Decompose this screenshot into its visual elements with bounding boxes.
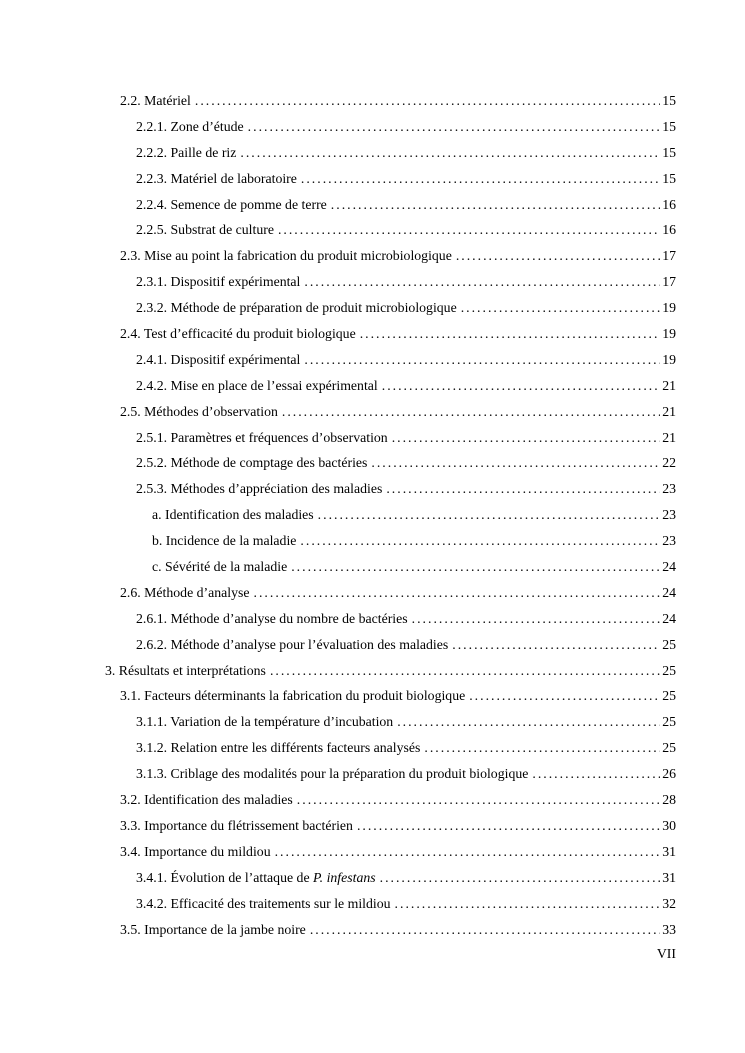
page-number-footer: VII: [656, 946, 676, 962]
toc-entry-title: 3.4. Importance du mildiou: [120, 843, 271, 859]
toc-entry-title: 2.6.1. Méthode d’analyse du nombre de bactéries: [136, 610, 408, 626]
toc-entry-title: 3.1.3. Criblage des modalités pour la préparation du produit biologique: [136, 766, 529, 782]
toc-entry-page-number: 31: [662, 869, 676, 885]
toc-entry-page-number: 21: [662, 377, 676, 393]
toc-entry-page-number: 26: [662, 766, 676, 782]
toc-dot-leader: [291, 554, 660, 580]
toc-entry: [105, 554, 676, 580]
toc-entry: [105, 865, 676, 891]
toc-dot-leader: [331, 192, 660, 218]
toc-entry-title: a. Identification des maladies: [152, 507, 314, 523]
toc-entry: [105, 580, 676, 606]
toc-entry-page-number: 17: [662, 274, 676, 290]
toc-dot-leader: [395, 891, 661, 917]
toc-dot-leader: [254, 580, 661, 606]
toc-entry-title: 2.2.1. Zone d’étude: [136, 118, 244, 134]
toc-entry-title: 2.2.4. Semence de pomme de terre: [136, 196, 327, 212]
toc-entry: [105, 632, 676, 658]
toc-dot-leader: [371, 450, 660, 476]
toc-entry-page-number: 21: [662, 403, 676, 419]
toc-entry-page-number: 25: [662, 740, 676, 756]
toc-entry: [105, 917, 676, 943]
toc-entry: [105, 839, 676, 865]
toc-entry-title: 2.2. Matériel: [120, 93, 191, 108]
toc-entry-title: 2.5. Méthodes d’observation: [120, 403, 278, 419]
toc-entry: [105, 425, 676, 451]
toc-dot-leader: [300, 528, 660, 554]
toc-dot-leader: [297, 787, 660, 813]
toc-entry: [105, 166, 676, 192]
toc-entry: [105, 399, 676, 425]
toc-entry: [105, 476, 676, 502]
toc-dot-leader: [275, 839, 661, 865]
toc-entry-title: 3.2. Identification des maladies: [120, 792, 293, 808]
toc-entry-title: 3.1.2. Relation entre les différents facteurs analysés: [136, 740, 421, 756]
toc-entry-title: 3.3. Importance du flétrissement bactérien: [120, 817, 353, 833]
toc-dot-leader: [469, 683, 660, 709]
toc-dot-leader: [304, 347, 660, 373]
toc-entry-page-number: 16: [662, 196, 676, 212]
toc-entry: [105, 658, 676, 684]
toc-entry: [105, 735, 676, 761]
toc-entry-page-number: 24: [662, 610, 676, 626]
toc-entry-title: 3.5. Importance de la jambe noire: [120, 921, 306, 937]
toc-entry-title: 2.3.1. Dispositif expérimental: [136, 274, 301, 290]
toc-entry-page-number: 22: [662, 455, 676, 471]
toc-entry-title: 2.2.5. Substrat de culture: [136, 222, 274, 238]
toc-dot-leader: [301, 166, 660, 192]
toc-entry-title: c. Sévérité de la maladie: [152, 559, 288, 575]
toc-entry-page-number: 19: [662, 351, 676, 367]
toc-entry: [105, 321, 676, 347]
toc-entry-title: 3.4.2. Efficacité des traitements sur le mildiou: [136, 895, 391, 911]
toc-entry-title: 2.2.3. Matériel de laboratoire: [136, 170, 297, 186]
toc-dot-leader: [318, 502, 661, 528]
toc-entry-title: 3.1. Facteurs déterminants la fabrication du produit biologique: [120, 688, 466, 704]
toc-entry: [105, 761, 676, 787]
toc-entry-page-number: 15: [662, 170, 676, 186]
toc-entry-page-number: 19: [662, 300, 676, 316]
toc-entry-title: 2.3.2. Méthode de préparation de produit microbiologique: [136, 300, 457, 316]
toc-entry-title: b. Incidence de la maladie: [152, 533, 297, 549]
toc-entry: [105, 891, 676, 917]
toc-entry-page-number: 21: [662, 429, 676, 445]
toc-entry-page-number: 25: [662, 714, 676, 730]
toc-entry: [105, 606, 676, 632]
toc-dot-leader: [392, 425, 661, 451]
toc-entry-page-number: 23: [662, 481, 676, 497]
toc-entry-page-number: 17: [662, 248, 676, 264]
toc-entry-title: 2.3. Mise au point la fabrication du produit microbiologique: [120, 248, 452, 264]
toc-dot-leader: [248, 114, 661, 140]
toc-entry-page-number: 15: [662, 93, 676, 108]
toc-entry-title: 3. Résultats et interprétations: [105, 662, 266, 678]
toc-dot-leader: [278, 217, 660, 243]
toc-entry-title: 2.4. Test d’efficacité du produit biologique: [120, 326, 356, 342]
toc-dot-leader: [310, 917, 660, 943]
toc-dot-leader: [382, 373, 660, 399]
toc-entry: [105, 450, 676, 476]
toc-entry: [105, 813, 676, 839]
toc-dot-leader: [397, 709, 660, 735]
toc-entry-title: 2.6.2. Méthode d’analyse pour l’évaluation des maladies: [136, 636, 449, 652]
toc-entry: [105, 140, 676, 166]
toc-dot-leader: [282, 399, 660, 425]
toc-dot-leader: [452, 632, 660, 658]
toc-entry: [105, 114, 676, 140]
toc-entry: [105, 192, 676, 218]
toc-entry-page-number: 19: [662, 326, 676, 342]
toc-entry-title: 2.2.2. Paille de riz: [136, 144, 237, 160]
toc-dot-leader: [380, 865, 661, 891]
toc-dot-leader: [304, 269, 660, 295]
toc-dot-leader: [195, 88, 660, 114]
toc-entry-page-number: 23: [662, 507, 676, 523]
toc-dot-leader: [270, 658, 660, 684]
toc-entry-page-number: 25: [662, 636, 676, 652]
toc-entry: [105, 528, 676, 554]
toc-entry-page-number: 33: [662, 921, 676, 937]
toc-entry: [105, 347, 676, 373]
toc-dot-leader: [456, 243, 660, 269]
toc-entry: [105, 88, 676, 114]
toc-dot-leader: [532, 761, 660, 787]
toc-list: [105, 88, 676, 942]
toc-entry-page-number: 15: [662, 118, 676, 134]
toc-dot-leader: [386, 476, 660, 502]
toc-entry-title: 2.5.1. Paramètres et fréquences d’observation: [136, 429, 388, 445]
toc-entry: [105, 373, 676, 399]
toc-entry-page-number: 30: [662, 817, 676, 833]
toc-entry-page-number: 16: [662, 222, 676, 238]
toc-entry-title: 2.4.1. Dispositif expérimental: [136, 351, 301, 367]
toc-entry-page-number: 24: [662, 584, 676, 600]
toc-dot-leader: [360, 321, 661, 347]
toc-entry: [105, 269, 676, 295]
toc-entry-title: 3.4.1. Évolution de l’attaque de P. infestans: [136, 869, 376, 885]
toc-entry-page-number: 25: [662, 688, 676, 704]
toc-entry: [105, 502, 676, 528]
toc-entry-title: 3.1.1. Variation de la température d’incubation: [136, 714, 394, 730]
toc-entry-page-number: 28: [662, 792, 676, 808]
toc-entry: [105, 295, 676, 321]
toc-entry-page-number: 32: [662, 895, 676, 911]
toc-entry-title: 2.6. Méthode d’analyse: [120, 584, 250, 600]
toc-dot-leader: [357, 813, 660, 839]
toc-entry: [105, 243, 676, 269]
toc-dot-leader: [424, 735, 660, 761]
toc-dot-leader: [412, 606, 661, 632]
toc-entry-page-number: 24: [662, 559, 676, 575]
toc-entry-page-number: 31: [662, 843, 676, 859]
toc-entry: [105, 683, 676, 709]
toc-entry-title: 2.5.2. Méthode de comptage des bactéries: [136, 455, 368, 471]
toc-entry: [105, 709, 676, 735]
toc-entry-title: 2.4.2. Mise en place de l’essai expérimental: [136, 377, 378, 393]
toc-dot-leader: [461, 295, 661, 321]
toc-dot-leader: [240, 140, 660, 166]
toc-entry-title-italic: P. infestans: [313, 869, 376, 885]
toc-entry-page-number: 23: [662, 533, 676, 549]
toc-entry: [105, 217, 676, 243]
toc-entry: [105, 787, 676, 813]
toc-entry-page-number: 15: [662, 144, 676, 160]
toc-entry-page-number: 25: [662, 662, 676, 678]
toc-entry-title: 2.5.3. Méthodes d’appréciation des maladies: [136, 481, 383, 497]
